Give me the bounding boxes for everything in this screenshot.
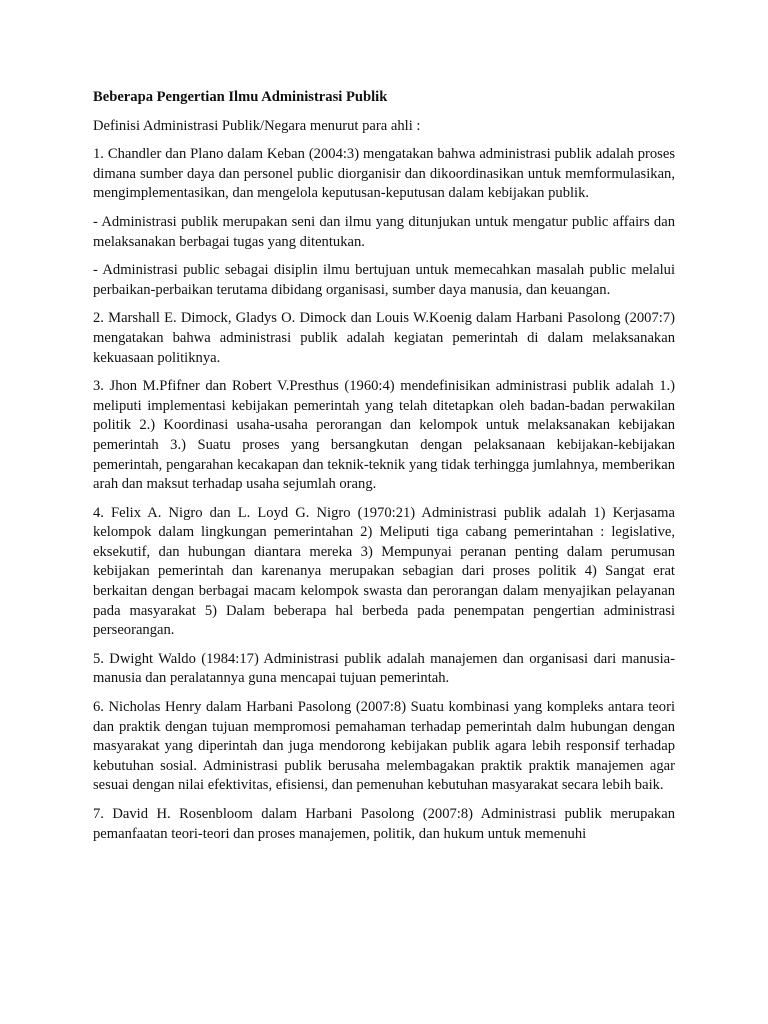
paragraph-pfifner-presthus: 3. Jhon M.Pfifner dan Robert V.Presthus (1960:4) mendefinisikan administrasi publik adalah 1.) meliputi implementasi kebijakan pemerintah yang telah ditetapkan oleh badan-badan perwakilan politik 2.) Koordinasi usaha-usaha perorangan dan kelompok untuk melaksanakan kebijakan pemerintah 3.) Suatu proses yang bersangkutan dengan pelaksanaan kebijakan-kebijakan pemerintah, pengarahan kecakapan dan teknik-teknik yang tidak terhingga jumlahnya, memberikan arah dan maksut terhadap usaha sejumlah orang.: [93, 378, 675, 493]
document-intro: Definisi Administrasi Publik/Negara menurut para ahli :: [93, 117, 421, 134]
paragraph-rosenbloom: 7. David H. Rosenbloom dalam Harbani Pasolong (2007:8) Administrasi publik merupakan pemanfaatan teori-teori dan proses manajemen, politik, dan hukum untuk memenuhi: [93, 806, 675, 842]
paragraph-chandler-plano: 1. Chandler dan Plano dalam Keban (2004:3) mengatakan bahwa administrasi publik adalah proses dimana sumber daya dan personel public diorganisir dan dikoordinasikan untuk memformulasikan, mengimplementasikan, dan mengelola keputusan-keputusan dalam kebijakan publik.: [93, 146, 675, 202]
paragraph-henry: 6. Nicholas Henry dalam Harbani Pasolong (2007:8) Suatu kombinasi yang kompleks antara teori dan praktik dengan tujuan mempromosi pemahaman terhadap pemerintah dalm hubungan dengan masyarakat yang diperintah dan juga mendorong kebijakan publik agara lebih responsif terhadap kebutuhan sosial. Administrasi publik berusaha melembagakan praktik praktik manajemen agar sesuai dengan nilai efektivitas, efisiensi, dan pemenuhan kebutuhan masyarakat secara lebih baik.: [93, 699, 675, 794]
paragraph-nigro: 4. Felix A. Nigro dan L. Loyd G. Nigro (1970:21) Administrasi publik adalah 1) Kerjasama kelompok dalam lingkungan pemerintahan 2) Meliputi tiga cabang pemerintahan : legislative, eksekutif, dan hubungan diantara mereka 3) Mempunyai peranan penting dalam perumusan kebijakan pemerintah dan karenanya merupakan sebagian dari proses politik 4) Sangat erat berkaitan dengan berbagai macam kelompok swasta dan perorangan dalam menyajikan pelayanan pada masyarakat 5) Dalam beberapa hal berbeda pada penempatan pengertian administrasi perseorangan.: [93, 504, 675, 639]
document-page: [93, 88, 675, 853]
paragraph-dimock-koenig: 2. Marshall E. Dimock, Gladys O. Dimock dan Louis W.Koenig dalam Harbani Pasolong (2007:7) mengatakan bahwa administrasi publik adalah kegiatan pemerintah di dalam melaksanakan kekuasaan politiknya.: [93, 310, 675, 366]
paragraph-seni-ilmu: - Administrasi publik merupakan seni dan ilmu yang ditunjukan untuk mengatur public affairs dan melaksanakan berbagai tugas yang ditentukan.: [93, 213, 675, 250]
paragraph-disiplin-ilmu: - Administrasi public sebagai disiplin ilmu bertujuan untuk memecahkan masalah public melalui perbaikan-perbaikan terutama dibidang organisasi, sumber daya manusia, dan keuangan.: [93, 262, 675, 298]
document-title: Beberapa Pengertian Ilmu Administrasi Publik: [93, 89, 388, 105]
paragraph-waldo: 5. Dwight Waldo (1984:17) Administrasi publik adalah manajemen dan organisasi dari manusia-manusia dan peralatannya guna mencapai tujuan pemerintah.: [93, 650, 675, 687]
